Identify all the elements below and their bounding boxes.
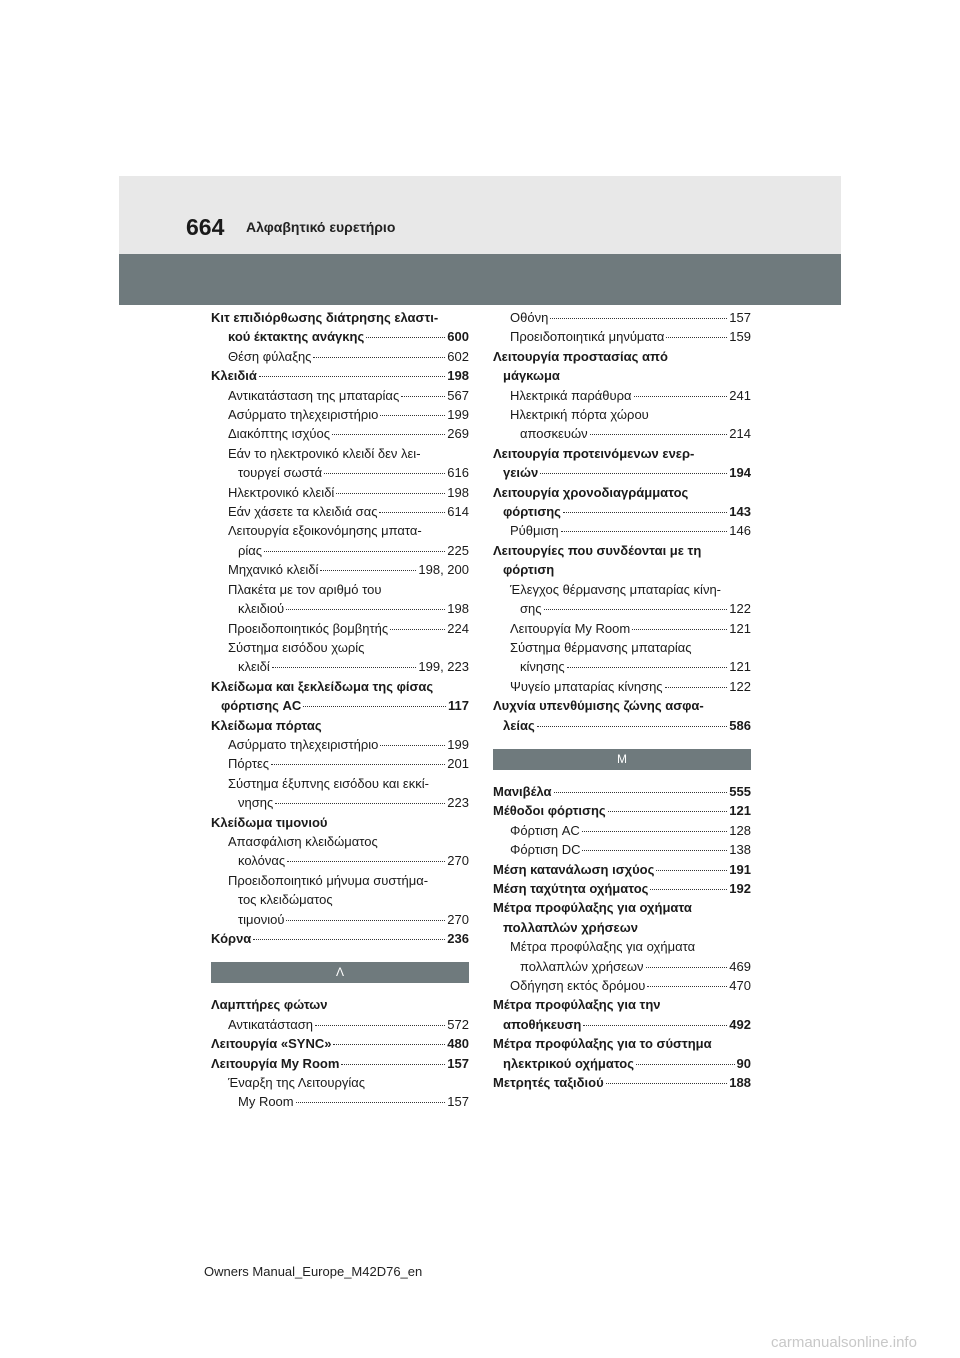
dot-leader <box>286 920 445 921</box>
index-entry-text: Μέση κατανάλωση ισχύος <box>493 861 655 877</box>
index-entry-text: αποθήκευση <box>503 1016 582 1032</box>
index-entry-page: 602 <box>447 348 469 364</box>
dot-leader <box>390 629 445 630</box>
dot-leader <box>366 337 445 338</box>
index-entry-text: Προειδοποιητικά μηνύματα <box>510 329 665 345</box>
index-entry-page: 128 <box>729 822 751 838</box>
index-heading-line: Εάν το ηλεκτρονικό κλειδί δεν λει- <box>228 445 421 461</box>
index-entry-page: 121 <box>729 803 751 819</box>
index-entry <box>493 599 751 618</box>
index-entry-page: 188 <box>729 1075 751 1091</box>
index-heading-line: Σύστημα έξυπνης εισόδου και εκκί- <box>228 775 429 791</box>
index-heading-line: Μέτρα προφύλαξης για οχήματα <box>510 939 696 955</box>
index-entry-text: Μηχανικό κλειδί <box>228 562 319 578</box>
index-heading-line: Σύστημα θέρμανσης μπαταρίας <box>510 639 692 655</box>
index-entry-page: 122 <box>729 601 751 617</box>
index-entry-text: ρίας <box>238 542 263 558</box>
index-entry-page: 214 <box>729 426 751 442</box>
index-entry-page: 269 <box>447 426 469 442</box>
index-entry-page: 199, 223 <box>418 659 469 675</box>
index-heading-line: Μέτρα προφύλαξης για το σύστημα <box>493 1036 712 1052</box>
index-entry-text: Μανιβέλα <box>493 783 552 799</box>
index-entry-page: 146 <box>729 523 751 539</box>
index-entry <box>211 696 469 715</box>
index-entry-text: Κόρνα <box>211 931 252 946</box>
index-entry-text: Διακόπτης ισχύος <box>228 426 331 442</box>
index-entry-text: Μέση ταχύτητα οχήματος <box>493 880 649 896</box>
index-heading-line: Πλακέτα με τον αριθμό του <box>228 581 382 597</box>
dot-leader <box>590 434 728 435</box>
page-number: 664 <box>186 214 225 240</box>
index-entry <box>211 599 469 618</box>
index-entry <box>211 327 469 346</box>
watermark: carmanualsonline.info <box>771 1334 917 1351</box>
dot-leader <box>582 831 728 832</box>
index-entry <box>211 929 469 948</box>
index-heading-line: Σύστημα εισόδου χωρίς <box>228 639 365 655</box>
dot-leader <box>303 706 446 707</box>
index-entry-text: Λειτουργία My Room <box>211 1055 340 1071</box>
index-entry-page: 191 <box>729 861 751 877</box>
index-entry-page: 586 <box>729 717 751 733</box>
index-heading-line: Κλείδωμα και ξεκλείδωμα της φίσας <box>211 678 434 694</box>
index-entry <box>493 976 751 995</box>
dot-leader <box>333 1044 445 1045</box>
index-entry-page: 159 <box>729 329 751 345</box>
index-entry-page: 572 <box>447 1016 469 1032</box>
index-entry <box>493 957 751 976</box>
index-entry-text: κίνησης <box>520 659 565 675</box>
index-entry-page: 567 <box>447 387 469 403</box>
index-entry-page: 492 <box>729 1016 751 1032</box>
dot-leader <box>286 609 445 610</box>
index-entry-page: 157 <box>447 1094 469 1110</box>
header-band <box>119 176 841 254</box>
index-entry <box>493 619 751 638</box>
dot-leader <box>253 939 445 940</box>
index-entry-text: Κλειδιά <box>211 368 257 384</box>
index-entry <box>493 463 751 482</box>
index-entry-text: Φόρτιση DC <box>510 842 581 858</box>
index-entry <box>493 860 751 879</box>
dot-leader <box>632 629 727 630</box>
index-entry <box>211 483 469 502</box>
index-entry <box>211 560 469 579</box>
index-heading-line: Μέτρα προφύλαξης για την <box>493 997 661 1013</box>
index-entry-text: Λειτουργία «SYNC» <box>211 1036 332 1052</box>
index-entry-text: ηλεκτρικού οχήματος <box>503 1055 634 1071</box>
dot-leader <box>606 1083 728 1084</box>
index-entry-page: 90 <box>736 1055 751 1071</box>
dot-leader <box>665 687 728 688</box>
index-entry <box>493 1015 751 1034</box>
index-entry-text: Οθόνη <box>510 310 549 325</box>
index-entry <box>211 541 469 560</box>
dot-leader <box>380 745 445 746</box>
index-heading-line: τος κλειδώματος <box>238 892 333 908</box>
dot-leader <box>636 1064 735 1065</box>
dot-leader <box>320 570 416 571</box>
index-entry <box>211 657 469 676</box>
index-heading-line: Κλείδωμα τιμονιού <box>211 814 328 830</box>
index-heading-line: Έναρξη της Λειτουργίας <box>228 1075 366 1091</box>
index-entry-text: νησης <box>238 795 274 811</box>
index-entry-text: Φόρτιση AC <box>510 822 580 838</box>
index-entry <box>211 463 469 482</box>
dot-leader <box>287 861 445 862</box>
index-entry-page: 469 <box>729 958 751 974</box>
index-entry-page: 614 <box>447 504 469 520</box>
index-entry <box>493 657 751 676</box>
index-entry-text: φόρτισης AC <box>221 698 302 714</box>
index-entry-text: φόρτισης <box>503 504 561 520</box>
index-heading-line: Λειτουργία προτεινόμενων ενερ- <box>493 445 695 461</box>
index-entry <box>211 619 469 638</box>
index-entry-page: 480 <box>447 1036 469 1052</box>
index-entry-page: 236 <box>447 931 469 946</box>
dot-leader <box>380 415 445 416</box>
dot-leader <box>296 1102 446 1103</box>
index-entry-page: 198 <box>447 484 469 500</box>
index-heading-line: Λειτουργία προστασίας από <box>493 348 668 364</box>
index-entry <box>211 1092 469 1111</box>
index-entry-text: τιμονιού <box>238 911 285 927</box>
index-entry-text: Μέθοδοι φόρτισης <box>493 803 606 819</box>
index-entry-page: 194 <box>729 465 751 481</box>
index-entry <box>493 821 751 840</box>
index-entry-page: 138 <box>729 842 751 858</box>
index-entry-page: 192 <box>729 880 751 896</box>
dot-leader <box>401 396 445 397</box>
index-entry-text: Ασύρματο τηλεχειριστήριο <box>228 407 379 423</box>
index-heading-line: Κιτ επιδιόρθωσης διάτρησης ελαστι- <box>211 310 439 325</box>
index-entry-page: 121 <box>729 620 751 636</box>
index-entry-text: Εάν χάσετε τα κλειδιά σας <box>228 504 378 520</box>
index-entry-text: Οδήγηση εκτός δρόμου <box>510 978 646 993</box>
index-entry-text: Ηλεκτρικά παράθυρα <box>510 387 632 403</box>
index-entry-text: κολόνας <box>238 853 286 869</box>
index-entry-page: 122 <box>729 678 751 694</box>
dot-leader <box>272 667 417 668</box>
index-heading-line: Λαμπτήρες φώτων <box>211 997 328 1013</box>
dot-leader <box>563 512 727 513</box>
index-entry <box>493 308 751 327</box>
dot-leader <box>666 337 727 338</box>
index-entry-page: 616 <box>447 465 469 481</box>
index-entry <box>211 1015 469 1034</box>
index-entry-page: 201 <box>447 756 469 772</box>
index-entry-page: 199 <box>447 736 469 752</box>
dot-leader <box>379 512 445 513</box>
dot-leader <box>264 551 445 552</box>
dot-leader <box>554 792 728 793</box>
index-entry-text: My Room <box>238 1094 294 1110</box>
dot-leader <box>561 531 728 532</box>
index-heading-line: Λειτουργία εξοικονόμησης μπατα- <box>228 523 422 539</box>
index-heading-line: Ηλεκτρική πόρτα χώρου <box>510 407 649 423</box>
index-entry <box>493 801 751 820</box>
index-heading-line: πολλαπλών χρήσεων <box>503 919 638 935</box>
index-entry-page: 198 <box>447 368 469 384</box>
index-entry-text: Λειτουργία My Room <box>510 620 631 636</box>
index-heading-line: Απασφάλιση κλειδώματος <box>228 833 378 849</box>
index-entry <box>493 1073 751 1092</box>
spacer <box>211 948 469 962</box>
index-entry <box>493 716 751 735</box>
dot-leader <box>341 1064 445 1065</box>
index-entry <box>493 879 751 898</box>
index-entry-page: 224 <box>447 620 469 636</box>
index-heading-line: Μέτρα προφύλαξης για οχήματα <box>493 900 692 916</box>
index-entry <box>211 405 469 424</box>
index-entry-text: Θέση φύλαξης <box>228 348 312 364</box>
index-entry <box>493 840 751 859</box>
index-entry-text: κλειδιού <box>238 601 285 617</box>
dot-leader <box>656 870 727 871</box>
index-heading-line: Προειδοποιητικό μήνυμα συστήμα- <box>228 872 429 888</box>
spacer <box>493 770 751 782</box>
index-entry-text: Ασύρματο τηλεχειριστήριο <box>228 736 379 752</box>
index-entry-page: 117 <box>448 698 469 714</box>
index-entry <box>211 424 469 443</box>
dot-leader <box>271 764 445 765</box>
dot-leader <box>567 667 728 668</box>
footer-manual-id: Owners Manual_Europe_M42D76_en <box>204 1264 423 1279</box>
dot-leader <box>647 986 727 987</box>
index-entry-page: 270 <box>447 911 469 927</box>
index-entry <box>211 793 469 812</box>
index-entry <box>493 327 751 346</box>
index-entry <box>211 502 469 521</box>
index-entry <box>211 735 469 754</box>
index-entry-text: Ηλεκτρονικό κλειδί <box>228 484 335 500</box>
dot-leader <box>646 967 728 968</box>
index-entry <box>211 1034 469 1053</box>
index-entry-page: 225 <box>447 542 469 558</box>
index-entry-text: αποσκευών <box>520 426 588 442</box>
index-entry <box>211 851 469 870</box>
index-heading-line: Λυχνία υπενθύμισης ζώνης ασφα- <box>493 698 704 714</box>
spacer <box>211 983 469 995</box>
index-entry <box>493 677 751 696</box>
index-entry-text: λείας <box>503 717 535 733</box>
index-entry-page: 555 <box>729 783 751 799</box>
index-entry-page: 198, 200 <box>418 562 469 578</box>
index-column-right <box>493 308 751 1092</box>
index-entry-text: Αντικατάσταση της μπαταρίας <box>228 387 400 403</box>
index-entry <box>211 347 469 366</box>
spacer <box>493 735 751 749</box>
letter-divider: Λ <box>211 962 469 983</box>
index-entry <box>211 386 469 405</box>
index-entry-text: σης <box>520 601 542 617</box>
dot-leader <box>550 318 727 319</box>
index-entry <box>211 754 469 773</box>
index-entry <box>493 424 751 443</box>
index-entry-text: Πόρτες <box>228 756 270 772</box>
dot-leader <box>540 473 727 474</box>
dot-leader <box>259 376 445 377</box>
dot-leader <box>313 357 445 358</box>
dot-leader <box>537 726 728 727</box>
index-heading-line: Κλείδωμα πόρτας <box>211 717 322 733</box>
index-entry <box>211 1054 469 1073</box>
index-entry-text: Προειδοποιητικός βομβητής <box>228 620 389 636</box>
index-heading-line: φόρτιση <box>503 562 555 578</box>
index-entry <box>493 782 751 801</box>
dot-leader <box>583 1025 727 1026</box>
index-entry <box>211 366 469 385</box>
index-entry-text: πολλαπλών χρήσεων <box>520 958 644 974</box>
dot-leader <box>544 609 728 610</box>
index-entry-text: Ρύθμιση <box>510 523 559 539</box>
index-entry-page: 199 <box>447 407 469 423</box>
dot-leader <box>650 889 727 890</box>
index-entry-page: 600 <box>447 329 469 345</box>
index-entry-page: 157 <box>447 1055 469 1071</box>
dot-leader <box>332 434 445 435</box>
dot-leader <box>315 1025 445 1026</box>
index-entry-page: 157 <box>729 310 751 325</box>
index-entry <box>211 910 469 929</box>
index-heading-line: Λειτουργίες που συνδέονται με τη <box>493 542 702 558</box>
index-entry-text: τουργεί σωστά <box>238 465 323 481</box>
header-bar <box>119 254 841 305</box>
index-entry-text: Ψυγείο μπαταρίας κίνησης <box>510 678 663 694</box>
index-entry-page: 241 <box>729 387 751 403</box>
index-entry <box>493 521 751 540</box>
index-column-left <box>211 308 469 1112</box>
letter-divider: Μ <box>493 749 751 770</box>
index-entry-text: Αντικατάσταση <box>228 1016 314 1032</box>
index-entry-text: Μετρητές ταξιδιού <box>493 1075 604 1091</box>
index-heading-line: μάγκωμα <box>503 368 560 384</box>
section-title: Αλφαβητικό ευρετήριο <box>246 219 396 235</box>
index-entry-text: κού έκτακτης ανάγκης <box>228 329 365 345</box>
index-entry-page: 121 <box>729 659 751 675</box>
index-heading-line: Λειτουργία χρονοδιαγράμματος <box>493 484 689 500</box>
index-entry <box>493 386 751 405</box>
index-entry-page: 470 <box>729 978 751 993</box>
index-entry-text: γειών <box>503 465 539 481</box>
index-entry <box>493 502 751 521</box>
dot-leader <box>275 803 445 804</box>
index-entry-page: 143 <box>729 504 751 520</box>
index-heading-line: Έλεγχος θέρμανσης μπαταρίας κίνη- <box>510 581 722 597</box>
dot-leader <box>608 811 728 812</box>
index-entry-text: κλειδί <box>238 659 270 675</box>
dot-leader <box>324 473 445 474</box>
dot-leader <box>336 493 445 494</box>
dot-leader <box>634 396 728 397</box>
index-entry-page: 270 <box>447 853 469 869</box>
index-entry-page: 223 <box>447 795 469 811</box>
index-entry-page: 198 <box>447 601 469 617</box>
dot-leader <box>582 850 727 851</box>
index-entry <box>493 1054 751 1073</box>
